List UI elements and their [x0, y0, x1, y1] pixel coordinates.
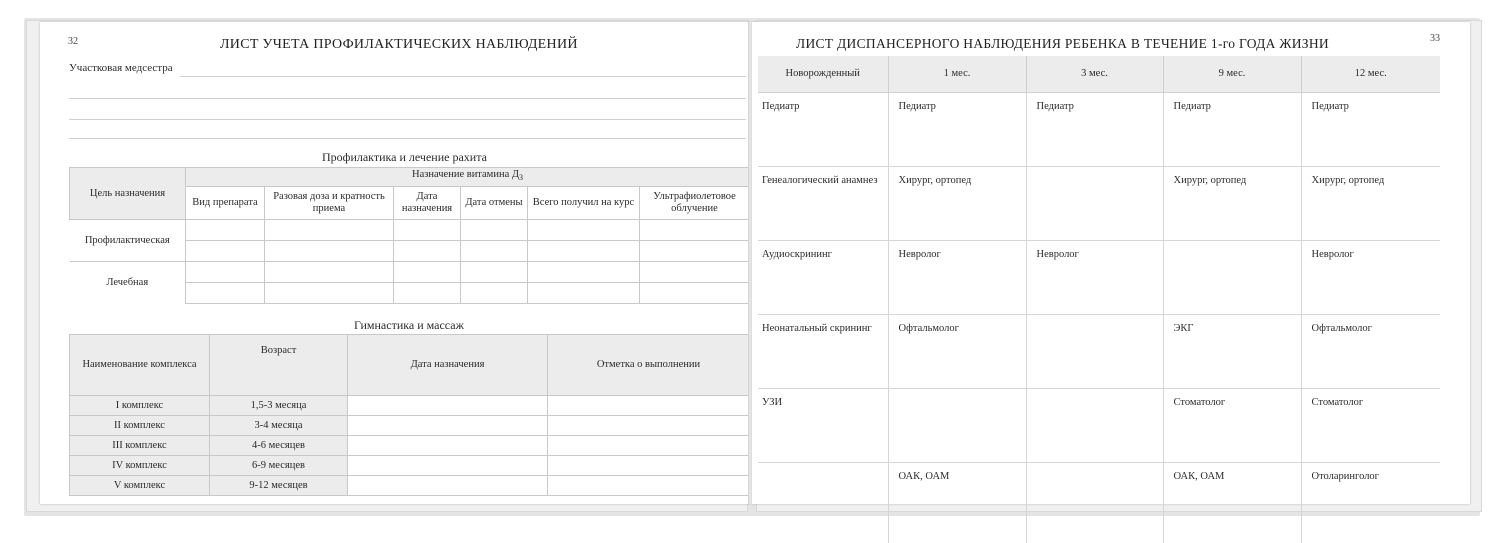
column-header: Всего получил на курс: [528, 187, 640, 220]
table-row: [758, 389, 1440, 463]
cell[interactable]: [640, 283, 750, 304]
table-row: [70, 220, 750, 241]
date-cell[interactable]: [348, 416, 548, 436]
cell[interactable]: [186, 241, 265, 262]
nurse-line: [69, 98, 746, 99]
nurse-line: [69, 138, 746, 139]
cell[interactable]: [528, 283, 640, 304]
column-header: 3 мес.: [1026, 56, 1163, 93]
date-cell[interactable]: [348, 436, 548, 456]
complex-age: 3-4 месяца: [210, 416, 348, 436]
cell: Педиатр: [1301, 93, 1440, 167]
nurse-line: [69, 119, 746, 120]
cell[interactable]: [640, 241, 750, 262]
cell: Аудиоскрининг: [758, 241, 888, 315]
page-title: ЛИСТ УЧЕТА ПРОФИЛАКТИЧЕСКИХ НАБЛЮДЕНИЙ: [220, 37, 578, 53]
cell[interactable]: [394, 220, 461, 241]
page-number: 32: [68, 36, 78, 47]
column-header: Отметка о выполнении: [548, 335, 750, 396]
cell[interactable]: [528, 241, 640, 262]
cell: Офтальмолог: [1301, 315, 1440, 389]
cell: Хирург, ортопед: [1301, 167, 1440, 241]
column-header: Ультрафиолетовое облучение: [640, 187, 750, 220]
left-page: [40, 22, 750, 504]
date-cell[interactable]: [348, 396, 548, 416]
cell: Офтальмолог: [888, 315, 1026, 389]
cell: ОАК, ОАМ: [1163, 463, 1301, 543]
table-row: [70, 262, 750, 283]
mark-cell[interactable]: [548, 436, 750, 456]
table-row: [70, 436, 750, 456]
cell[interactable]: [461, 241, 528, 262]
cell: Неонатальный скрининг: [758, 315, 888, 389]
rickets-table: [69, 167, 750, 304]
cell: Генеалогический анамнез: [758, 167, 888, 241]
table-row: [758, 93, 1440, 167]
cell: УЗИ: [758, 389, 888, 463]
cell: ОАК, ОАМ: [888, 463, 1026, 543]
table-row: [70, 396, 750, 416]
mark-cell[interactable]: [548, 416, 750, 436]
table-row: [70, 416, 750, 436]
cell[interactable]: [528, 220, 640, 241]
page-number: 33: [1430, 33, 1440, 44]
complex-name: IV комплекс: [70, 456, 210, 476]
rickets-section-title: Профилактика и лечение рахита: [322, 150, 487, 165]
column-header: Разовая доза и кратность приема: [265, 187, 394, 220]
complex-name: I комплекс: [70, 396, 210, 416]
cell: Педиатр: [758, 93, 888, 167]
complex-age: 6-9 месяцев: [210, 456, 348, 476]
mark-cell[interactable]: [548, 456, 750, 476]
cell[interactable]: [394, 283, 461, 304]
goal-header: Цель назначения: [70, 168, 186, 220]
table-row: [758, 463, 1440, 543]
cell[interactable]: [528, 262, 640, 283]
column-header: 1 мес.: [888, 56, 1026, 93]
cell: [1026, 315, 1163, 389]
cell[interactable]: [461, 262, 528, 283]
table-row: [758, 315, 1440, 389]
right-page: [752, 22, 1470, 504]
cell[interactable]: [265, 220, 394, 241]
cell: Хирург, ортопед: [888, 167, 1026, 241]
row-label: Лечебная: [70, 262, 186, 304]
complex-name: V комплекс: [70, 476, 210, 496]
complex-age: 1,5-3 месяца: [210, 396, 348, 416]
cell[interactable]: [265, 262, 394, 283]
vitamin-header: Назначение витамина $Д_3$: [186, 168, 750, 187]
date-cell[interactable]: [348, 476, 548, 496]
row-label: Профилактическая: [70, 220, 186, 262]
date-cell[interactable]: [348, 456, 548, 476]
mark-cell[interactable]: [548, 396, 750, 416]
nurse-label: Участковая медсестра: [69, 62, 173, 74]
cell: [758, 463, 888, 543]
cell[interactable]: [461, 283, 528, 304]
complex-name: II комплекс: [70, 416, 210, 436]
column-header: 12 мес.: [1301, 56, 1440, 93]
column-header: Возраст: [210, 335, 348, 396]
cell[interactable]: [186, 220, 265, 241]
gym-table: [69, 334, 750, 496]
column-header: Дата отмены: [461, 187, 528, 220]
cell: Отоларинголог: [1301, 463, 1440, 543]
column-header: Дата назначения: [348, 335, 548, 396]
column-header: 9 мес.: [1163, 56, 1301, 93]
cell: [1026, 167, 1163, 241]
table-row: [758, 167, 1440, 241]
cell[interactable]: [265, 283, 394, 304]
table-row: [70, 476, 750, 496]
cell: Невролог: [1026, 241, 1163, 315]
page-title: ЛИСТ ДИСПАНСЕРНОГО НАБЛЮДЕНИЯ РЕБЕНКА В ТЕЧЕНИЕ 1-го ГОДА ЖИЗНИ: [796, 36, 1329, 52]
complex-age: 4-6 месяцев: [210, 436, 348, 456]
cell: Стоматолог: [1163, 389, 1301, 463]
column-header: Дата назначения: [394, 187, 461, 220]
nurse-line: [180, 76, 746, 77]
cell: ЭКГ: [1163, 315, 1301, 389]
cell[interactable]: [461, 220, 528, 241]
cell: Невролог: [1301, 241, 1440, 315]
cell: [1163, 241, 1301, 315]
cell: [1026, 389, 1163, 463]
cell[interactable]: [640, 262, 750, 283]
cell[interactable]: [186, 262, 265, 283]
cell: Педиатр: [1163, 93, 1301, 167]
dispensary-table: [758, 56, 1440, 543]
cell: Невролог: [888, 241, 1026, 315]
column-header: Наименование комплекса: [70, 335, 210, 396]
cell: [888, 389, 1026, 463]
cell: Хирург, ортопед: [1163, 167, 1301, 241]
table-row: [758, 241, 1440, 315]
cell[interactable]: [265, 241, 394, 262]
cell[interactable]: [394, 262, 461, 283]
cell: [1026, 463, 1163, 543]
cell[interactable]: [186, 283, 265, 304]
cell: Стоматолог: [1301, 389, 1440, 463]
cell: Педиатр: [888, 93, 1026, 167]
cell[interactable]: [640, 220, 750, 241]
cell: Педиатр: [1026, 93, 1163, 167]
gym-section-title: Гимнастика и массаж: [354, 318, 464, 333]
cell[interactable]: [394, 241, 461, 262]
complex-name: III комплекс: [70, 436, 210, 456]
table-row: [70, 456, 750, 476]
column-header: Вид препарата: [186, 187, 265, 220]
mark-cell[interactable]: [548, 476, 750, 496]
column-header: Новорожденный: [758, 56, 888, 93]
complex-age: 9-12 месяцев: [210, 476, 348, 496]
